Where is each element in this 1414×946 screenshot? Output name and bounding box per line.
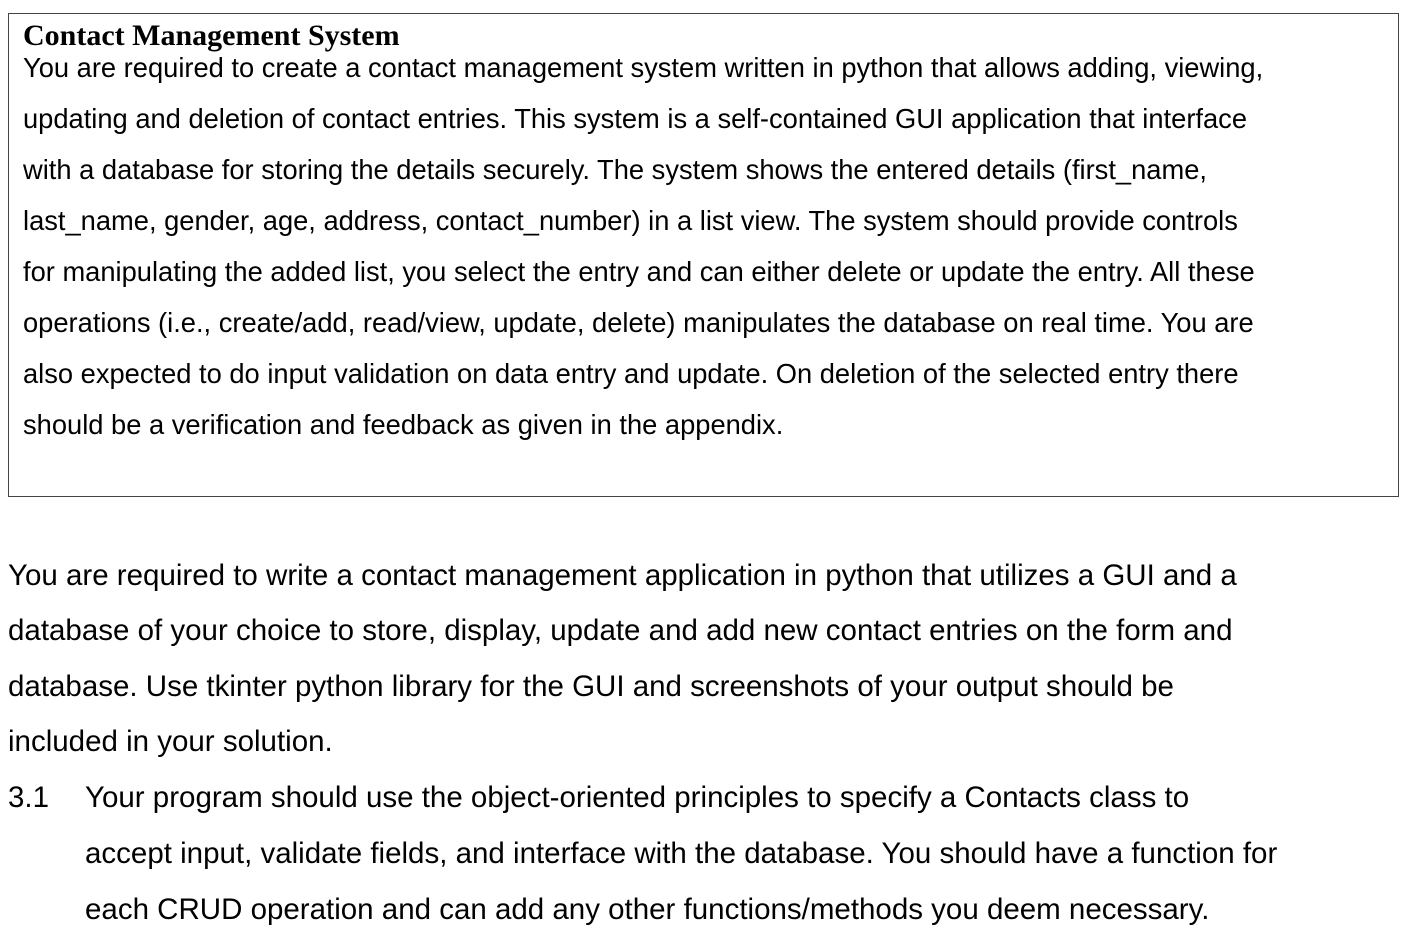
box-text-line: for manipulating the added list, you select the entry and can either delete or update the entry. All these (23, 256, 1255, 287)
item-number: 3.1 (8, 781, 50, 814)
paragraph-line: database. Use tkinter python library for the GUI and screenshots of your output should be (8, 670, 1174, 703)
box-text-line: with a database for storing the details securely. The system shows the entered details (first_name, (23, 154, 1207, 185)
box-text-line: also expected to do input validation on data entry and update. On deletion of the selected entry there (23, 358, 1239, 389)
assignment-description-box (8, 13, 1399, 497)
box-text-line: operations (i.e., create/add, read/view, update, delete) manipulates the database on real time. You are (23, 307, 1254, 338)
paragraph-line: You are required to write a contact management application in python that utilizes a GUI and a (8, 559, 1237, 592)
item-line: accept input, validate fields, and interface with the database. You should have a function for (85, 837, 1278, 870)
box-text-line: should be a verification and feedback as given in the appendix. (23, 409, 784, 440)
paragraph-line: included in your solution. (8, 725, 333, 758)
box-text-line: You are required to create a contact management system written in python that allows adding, viewing, (23, 52, 1264, 83)
item-line: Your program should use the object-oriented principles to specify a Contacts class to (85, 781, 1190, 814)
box-title: Contact Management System (23, 19, 400, 52)
box-text-line: last_name, gender, age, address, contact_number) in a list view. The system should provide controls (23, 205, 1238, 236)
box-text-line: updating and deletion of contact entries. This system is a self-contained GUI application that interface (23, 103, 1248, 134)
paragraph-line: database of your choice to store, display, update and add new contact entries on the form and (8, 614, 1233, 647)
item-line: each CRUD operation and can add any other functions/methods you deem necessary. (85, 893, 1210, 926)
